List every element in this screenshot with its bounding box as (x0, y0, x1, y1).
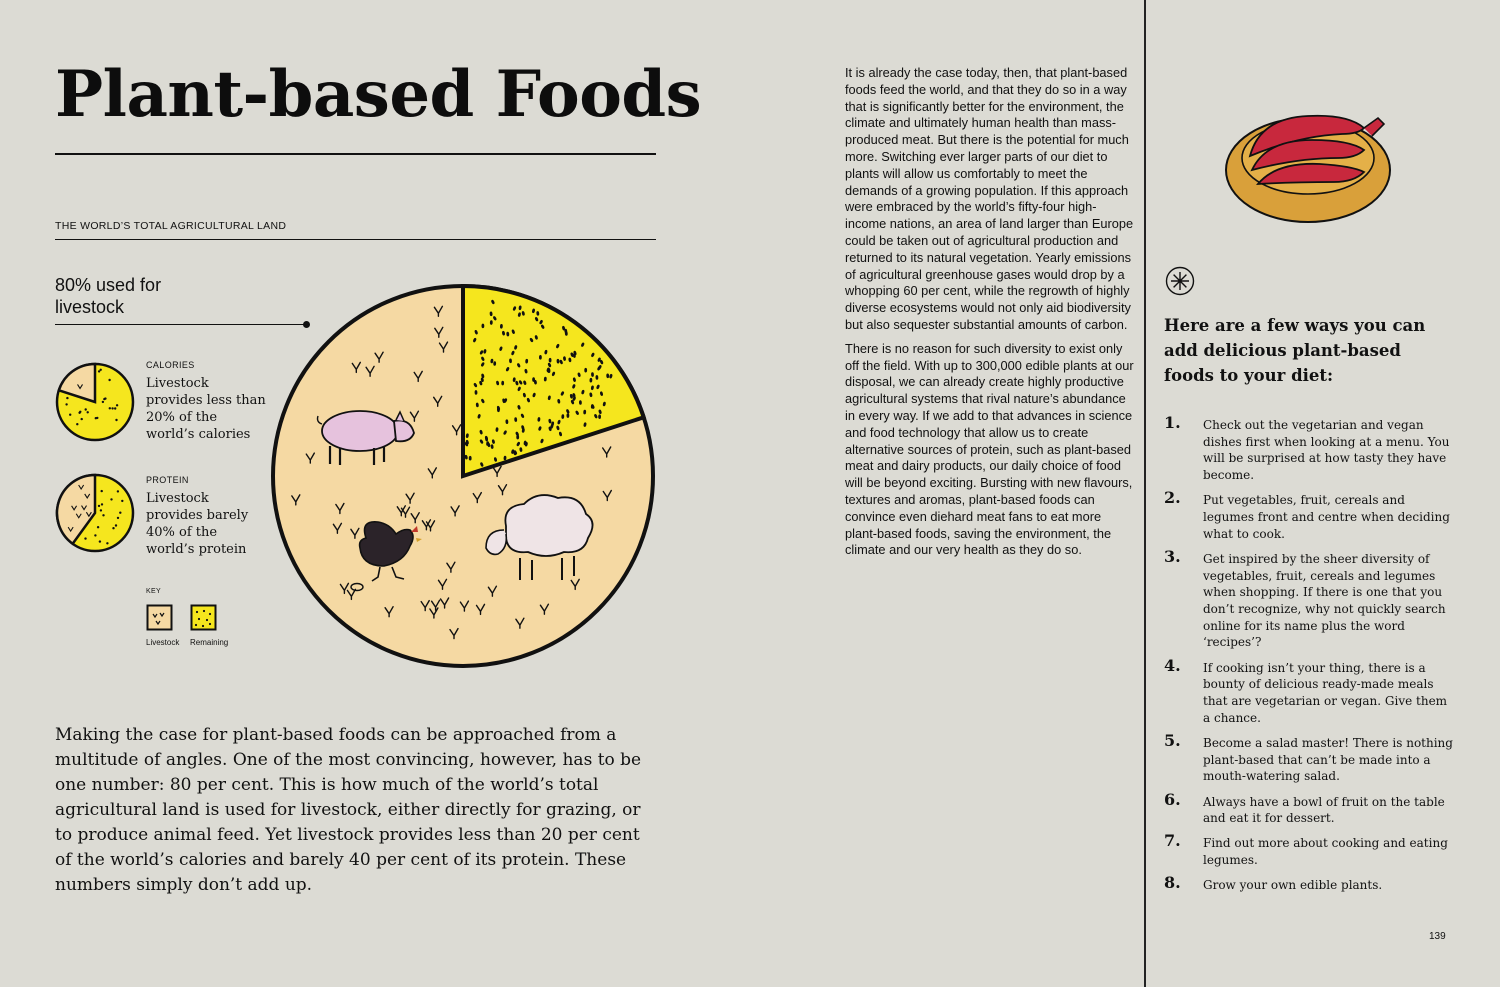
key-livestock-label: Livestock (146, 638, 180, 647)
body-paragraph: It is already the case today, then, that plant-based foods feed the world, and that they do so in a way that is significantly better for the environment, the climate and ultimately human health than mass-produced meat. But there is the potential for much more. Switching ever larger parts of our diet to plants will allow us comfortably to meet the demands of a growing population. If this approach were embraced by the world’s fifty-four high-income nations, an area of land larger than Europe could be taken out of agricultural production and returned to its natural vegetation. Yearly emissions of agricultural greenhouse gases would drop by a whopping 60 per cent, while the regrowth of highly diverse ecosystems would not only aid biodiversity but also sequester substantial amounts of carbon. (845, 65, 1134, 332)
protein-legend (146, 472, 266, 558)
section-label: THE WORLD’S TOTAL AGRICULTURAL LAND (55, 220, 287, 232)
protein-text: Livestock provides barely 40% of the world’s protein (146, 491, 249, 557)
asterisk-icon (1165, 266, 1195, 296)
list-item (1164, 730, 1454, 785)
intro-paragraph: Making the case for plant-based foods can be approached from a multitude of angles. One of the most convincing, however, has to be one number: 80 per cent. This is how much of the world’s total agricultural land is used for livestock, either directly for grazing, or to produce animal feed. Yet livestock provides less than 20 per cent of the world’s calories and barely 40 per cent of its protein. These numbers simply don’t add up. (55, 725, 642, 895)
calories-legend (146, 357, 266, 443)
list-item (1164, 488, 1454, 542)
tip-text: Grow your own edible plants. (1203, 878, 1383, 893)
section-rule (55, 239, 656, 240)
title-rule (55, 153, 656, 155)
tip-number: 5. (1164, 730, 1181, 750)
key-remaining-label: Remaining (190, 638, 229, 647)
land-pie-chart (268, 276, 668, 676)
fruit-bowl-illustration (1222, 108, 1394, 228)
tip-text: Always have a bowl of fruit on the table and eat it for dessert. (1203, 794, 1445, 826)
tip-number: 6. (1164, 789, 1181, 809)
key-label: KEY (146, 588, 161, 595)
body-paragraph: There is no reason for such diversity to exist only off the field. With up to 300,000 edible plants at our disposal, we can already create highly productive agricultural systems that rival nature’s abundance in every way. If we add to that advances in science and food technology that allow us to create alternative sources of protein, such as plant-based meat and dairy products, our daily choice of food will be beyond exciting. Bursting with new flavours, textures and aromas, plant-based foods can convince even diehard meat fans to eat more plant-based foods, saving the environment, the climate and our very health as they do so. (845, 340, 1134, 558)
key-swatch-livestock (148, 606, 172, 630)
list-item (1164, 546, 1454, 651)
tips-heading: Here are a few ways you can add delicious plant-based foods to your diet: (1164, 316, 1426, 385)
list-item (1164, 831, 1454, 868)
tip-number: 2. (1164, 488, 1181, 508)
tip-text: Find out more about cooking and eating legumes. (1203, 836, 1448, 868)
tip-text: Become a salad master! There is nothing plant-based that can’t be made into a mouth-watering salad. (1203, 735, 1453, 784)
list-item (1164, 789, 1454, 827)
calories-heading: CALORIES (146, 360, 195, 370)
tip-text: Get inspired by the sheer diversity of vegetables, fruit, cereals and legumes when shopping. If there is one that you don’t recognize, why not quickly search online for its name plus the word ‘recipes’? (1203, 551, 1446, 650)
tips-list (1164, 413, 1454, 903)
tip-number: 8. (1164, 873, 1181, 893)
key-swatches (146, 604, 226, 634)
protein-heading: PROTEIN (146, 475, 189, 485)
tip-number: 1. (1164, 413, 1181, 432)
tip-text: Put vegetables, fruit, cereals and legumes front and centre when deciding what to cook. (1203, 493, 1450, 541)
tip-number: 3. (1164, 546, 1181, 566)
list-item (1164, 655, 1454, 727)
tip-text: Check out the vegetarian and vegan dishes first when looking at a menu. You will be surprised at how tasty they have become. (1203, 418, 1450, 483)
protein-pie (53, 471, 137, 555)
column-divider (1144, 0, 1146, 987)
tip-text: If cooking isn’t your thing, there is a bounty of delicious ready-made meals that are vegetarian or vegan. Give them a chance. (1203, 660, 1448, 725)
list-item (1164, 873, 1454, 894)
page-title: Plant-based Foods (55, 57, 702, 132)
list-item (1164, 413, 1454, 484)
calories-text: Livestock provides less than 20% of the world’s calories (146, 376, 266, 442)
land-callout: 80% used for livestock (55, 275, 162, 317)
tip-number: 7. (1164, 831, 1181, 851)
calories-pie (53, 360, 137, 444)
body-column (845, 65, 1135, 566)
tip-number: 4. (1164, 655, 1181, 675)
page-number: 139 (1429, 931, 1446, 942)
